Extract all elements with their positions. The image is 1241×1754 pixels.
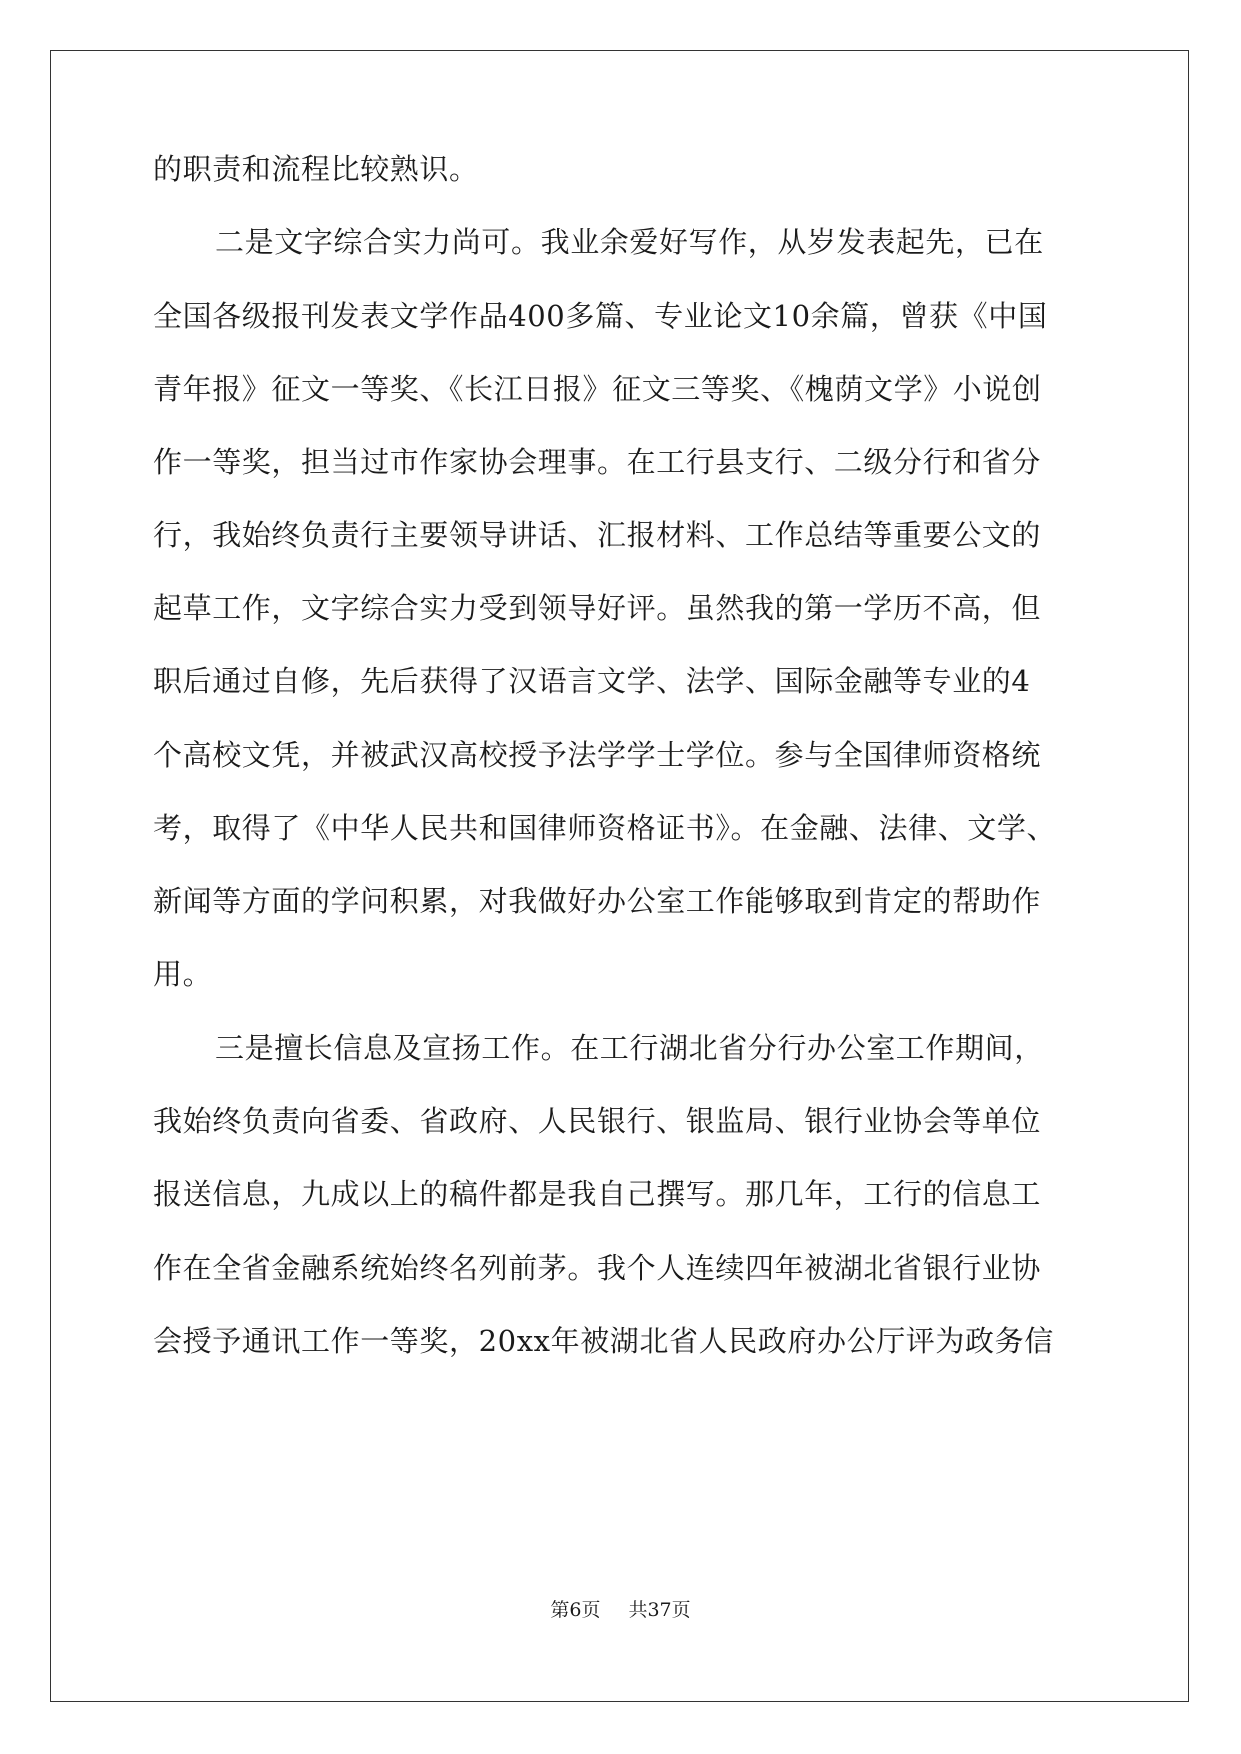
- body-text-line: 全国各级报刊发表文学作品400多篇、专业论文10余篇，曾获《中国: [153, 299, 1048, 333]
- body-text-line: 会授予通讯工作一等奖，20xx年被湖北省人民政府办公厅评为政务信: [153, 1324, 1054, 1358]
- body-text-line: 用。: [153, 957, 213, 991]
- page-number: 第6页: [550, 1599, 601, 1621]
- body-text-line: 青年报》征文一等奖、《长江日报》征文三等奖、《槐荫文学》小说创: [153, 372, 1042, 406]
- paragraph-first-line: 二是文字综合实力尚可。我业余爱好写作，从岁发表起先，已在: [215, 225, 1044, 259]
- body-text-line: 的职责和流程比较熟识。: [153, 152, 479, 186]
- body-text-line: 职后通过自修，先后获得了汉语言文学、法学、国际金融等专业的4: [153, 664, 1031, 698]
- body-text-line: 新闻等方面的学问积累，对我做好办公室工作能够取到肯定的帮助作: [153, 884, 1042, 918]
- paragraph-first-line: 三是擅长信息及宣扬工作。在工行湖北省分行办公室工作期间，: [215, 1031, 1044, 1065]
- body-text-line: 报送信息，九成以上的稿件都是我自己撰写。那几年，工行的信息工: [153, 1177, 1042, 1211]
- body-text-line: 我始终负责向省委、省政府、人民银行、银监局、银行业协会等单位: [153, 1104, 1042, 1138]
- body-text-line: 起草工作，文字综合实力受到领导好评。虽然我的第一学历不高，但: [153, 591, 1042, 625]
- body-text-line: 行，我始终负责行主要领导讲话、汇报材料、工作总结等重要公文的: [153, 518, 1042, 552]
- page-footer: [0, 1598, 1241, 1622]
- body-text-line: 作在全省金融系统始终名列前茅。我个人连续四年被湖北省银行业协: [153, 1251, 1042, 1285]
- page-total: 共37页: [628, 1599, 691, 1621]
- body-text-line: 个高校文凭，并被武汉高校授予法学学士学位。参与全国律师资格统: [153, 738, 1042, 772]
- body-text-line: 考，取得了《中华人民共和国律师资格证书》。在金融、法律、文学、: [153, 811, 1057, 845]
- body-text-line: 作一等奖，担当过市作家协会理事。在工行县支行、二级分行和省分: [153, 445, 1042, 479]
